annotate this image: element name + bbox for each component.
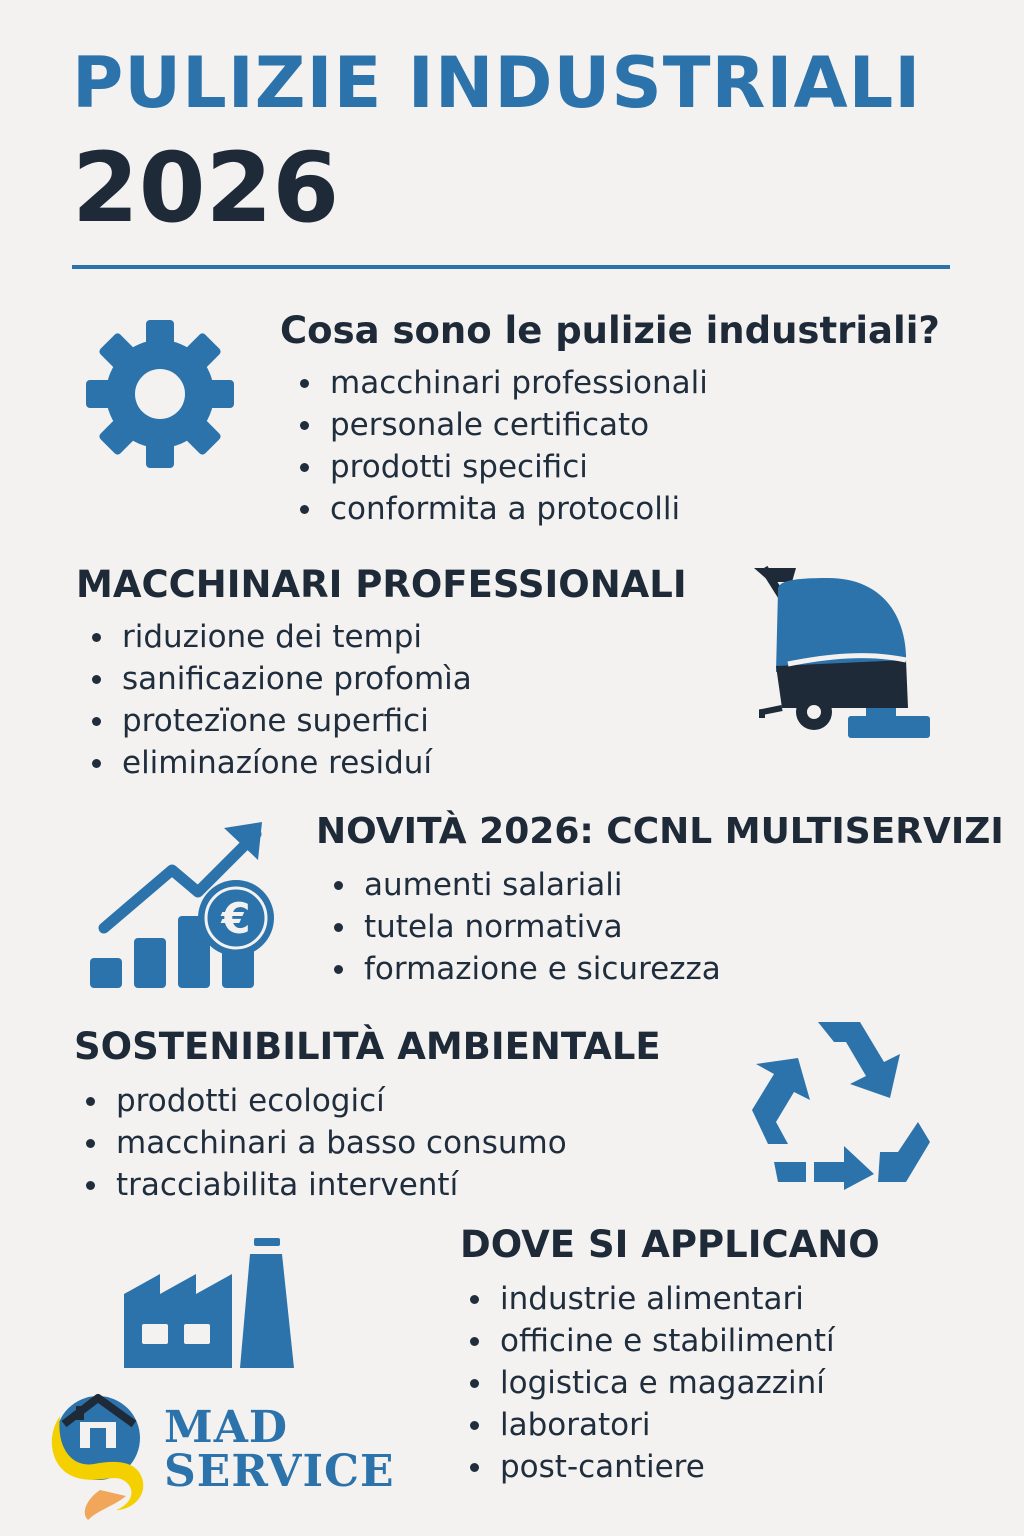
list-item: riduzione dei tempi: [88, 616, 472, 658]
list-item: sanificazione profomìa: [88, 658, 472, 700]
logo-line2: SERVICE: [164, 1446, 395, 1497]
list-item: officine e stabilimentí: [466, 1320, 835, 1362]
section-macchinari-title: MACCHINARI PROFESSIONALI: [76, 563, 687, 606]
floor-scrubber-icon: [748, 560, 938, 750]
list-item: prodotti specifici: [296, 446, 708, 488]
section-novita-title: NOVITÀ 2026: CCNL MULTISERVIZI: [316, 811, 1004, 852]
list-item: tutela normativa: [330, 906, 721, 948]
mad-service-logo-mark: [36, 1386, 158, 1520]
section-dove-list: [466, 1278, 835, 1488]
list-item: macchinari professionali: [296, 362, 708, 404]
section-macchinari-list: [88, 616, 472, 784]
recycle-icon: [748, 1014, 932, 1190]
svg-text:€: €: [221, 894, 251, 943]
list-item: prodotti ecologicí: [82, 1080, 567, 1122]
section-cosa-list: [296, 362, 708, 530]
list-item: conformita a protocolli: [296, 488, 708, 530]
list-item: industrie alimentari: [466, 1278, 835, 1320]
section-sostenibilita-list: [82, 1080, 567, 1206]
list-item: logistica e magazziní: [466, 1362, 835, 1404]
section-cosa-title: Cosa sono le pulizie industriali?: [280, 309, 940, 352]
header-divider: [72, 265, 950, 269]
section-dove-title: DOVE SI APPLICANO: [460, 1223, 880, 1266]
list-item: laboratori: [466, 1404, 835, 1446]
logo-line1: MAD: [164, 1402, 288, 1453]
list-item: eliminazíone residuí: [88, 742, 472, 784]
factory-icon: [124, 1238, 296, 1370]
section-cosa: [280, 309, 940, 352]
page-title: PULIZIE INDUSTRIALI: [72, 42, 922, 124]
gear-icon: [86, 320, 234, 468]
list-item: tracciabilita interventí: [82, 1164, 567, 1206]
page-year: 2026: [72, 132, 340, 244]
section-sostenibilita-title: SOSTENIBILITÀ AMBIENTALE: [74, 1025, 661, 1068]
growth-chart-euro-icon: [90, 820, 280, 990]
list-item: personale certificato: [296, 404, 708, 446]
list-item: macchinari a basso consumo: [82, 1122, 567, 1164]
section-novita-list: [330, 864, 721, 990]
logo-wordmark: [164, 1402, 395, 1497]
list-item: aumenti salariali: [330, 864, 721, 906]
list-item: formazione e sicurezza: [330, 948, 721, 990]
list-item: post-cantiere: [466, 1446, 835, 1488]
list-item: protezïone superfici: [88, 700, 472, 742]
